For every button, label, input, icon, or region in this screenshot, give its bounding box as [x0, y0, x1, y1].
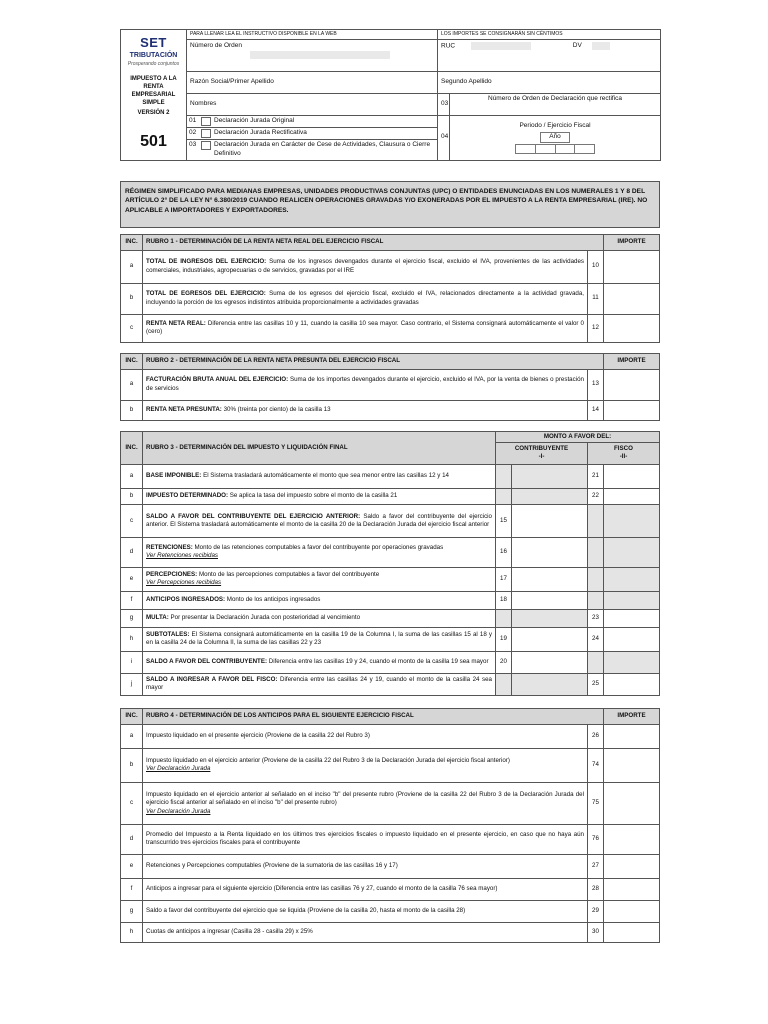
contribuyente-label: CONTRIBUYENTE — [514, 445, 569, 453]
col2-input — [604, 537, 660, 567]
col1-input[interactable] — [512, 651, 588, 673]
contribuyente-header — [496, 442, 588, 464]
rubro3-desc-a — [143, 464, 496, 488]
col1-box: 18 — [496, 591, 512, 609]
importe-input-26[interactable] — [604, 724, 660, 748]
rubro1-box-11: 11 — [588, 283, 604, 314]
col2-box — [588, 504, 604, 537]
rubro1-text-a: Suma de los ingresos devengados durante el ejercicio fiscal, excluido el IVA, provenientes de las actividades comerciales, industriales, agropecuarias o de servicios, gravadas por el IRE — [146, 258, 584, 274]
ruc-cell — [438, 30, 661, 72]
instr-right: LOS IMPORTES SE CONSIGNARÁN SIN CÉNTIMOS — [438, 30, 660, 40]
rubro3-text-b: Se aplica la tasa del impuesto sobre el monto de la casilla 21 — [228, 492, 398, 500]
col2-input[interactable] — [604, 673, 660, 695]
rubro4-importe-header: IMPORTE — [604, 708, 660, 724]
col1-box — [496, 609, 512, 627]
rubro4-desc-c — [143, 782, 588, 824]
table-row — [121, 488, 660, 504]
rubro4-desc-b — [143, 748, 588, 782]
col1-box: 15 — [496, 504, 512, 537]
option-original[interactable] — [187, 116, 437, 128]
header-table — [120, 29, 661, 161]
col2-input — [604, 591, 660, 609]
col2-box — [588, 591, 604, 609]
rubro4-inc-f: f — [121, 878, 143, 900]
rubro4-box-74: 74 — [588, 748, 604, 782]
col2-input — [604, 567, 660, 591]
rubro3-text-d: Monto de las retenciones computables a favor del contribuyente por operaciones gravadas — [192, 544, 444, 552]
rubro2-box-14: 14 — [587, 400, 603, 420]
rubro3-inc-i: i — [121, 651, 143, 673]
rubro3-inc-d: d — [121, 537, 143, 567]
col2-box — [588, 537, 604, 567]
rubro3-title: RUBRO 3 - DETERMINACIÓN DEL IMPUESTO Y LIQUIDACIÓN FINAL — [143, 431, 496, 464]
ruc-label: RUC — [441, 42, 456, 50]
rubro4-inc-c: c — [121, 782, 143, 824]
rubro2-table — [120, 353, 660, 421]
rubro3-link-e[interactable]: Ver Percepciones recibidas — [146, 579, 222, 587]
col1-box: 19 — [496, 627, 512, 651]
col2-label: -II- — [619, 453, 628, 461]
anio-label: Año — [540, 132, 570, 143]
col1-box — [496, 673, 512, 695]
orden-rectifica-field[interactable] — [450, 94, 661, 116]
segundo-apellido-label: Segundo Apellido — [441, 78, 492, 86]
periodo-field — [450, 116, 661, 161]
table-row — [121, 369, 660, 400]
opt2-checkbox[interactable] — [201, 129, 211, 138]
rubro4-inc-header: INC. — [121, 708, 143, 724]
form-number: 501 — [140, 132, 167, 150]
col2-input[interactable] — [604, 627, 660, 651]
rubro3-desc-f — [143, 591, 496, 609]
rubro3-label-b: IMPUESTO DETERMINADO: — [146, 492, 229, 500]
table-row — [121, 504, 660, 537]
rubro3-monto-header: MONTO A FAVOR DEL: — [496, 431, 660, 442]
col2-input[interactable] — [604, 609, 660, 627]
col2-box — [588, 567, 604, 591]
rubro1-label-b: TOTAL DE EGRESOS DEL EJERCICIO: — [146, 290, 266, 298]
rubro4-inc-a: a — [121, 724, 143, 748]
col1-input[interactable] — [512, 627, 588, 651]
col2-box: 24 — [588, 627, 604, 651]
rubro3-text-f: Monto de los anticipos ingresados — [225, 596, 321, 604]
rubro1-label-c: RENTA NETA REAL: — [146, 319, 206, 327]
col2-input — [604, 651, 660, 673]
rubro4-inc-b: b — [121, 748, 143, 782]
rubro4-text-d: Promedio del Impuesto a la Renta liquidado en los últimos tres ejercicios fiscales o impuesto liquidado en el presente ejercicio, en caso que no haya aún transcurrido tres ejercicios fiscales para el contribuyente — [146, 831, 584, 847]
col2-box: 25 — [588, 673, 604, 695]
rubro3-inc-header: INC. — [121, 431, 143, 464]
table-row — [121, 748, 660, 782]
rubro3-label-f: ANTICIPOS INGRESADOS: — [146, 596, 226, 604]
rubro4-box-30: 30 — [588, 922, 604, 942]
rubro1-inc-c: c — [121, 314, 143, 342]
fisco-header — [588, 442, 660, 464]
rubro3-inc-c: c — [121, 504, 143, 537]
rubro3-desc-c — [143, 504, 496, 537]
rubro3-desc-h — [143, 627, 496, 651]
rubro4-inc-d: d — [121, 824, 143, 854]
col1-input — [512, 488, 588, 504]
rubro3-label-g: MULTA: — [146, 614, 169, 622]
col1-box: 20 — [496, 651, 512, 673]
rubro4-inc-h: h — [121, 922, 143, 942]
rubro3-label-e: PERCEPCIONES: — [146, 571, 198, 579]
opt3-code: 03 — [189, 141, 197, 148]
importe-input-12[interactable] — [604, 314, 660, 342]
table-row — [121, 609, 660, 627]
opt1-code: 01 — [189, 117, 197, 124]
rubro3-label-j: SALDO A INGRESAR A FAVOR DEL FISCO: — [146, 676, 278, 684]
rubro1-box-12: 12 — [588, 314, 604, 342]
instr-left: PARA LLENAR LEA EL INSTRUCTIVO DISPONIBLE EN LA WEB — [187, 30, 437, 40]
rubro4-link-b[interactable]: Ver Declaración Jurada — [146, 765, 211, 773]
rubro4-link-c[interactable]: Ver Declaración Jurada — [146, 807, 211, 815]
rubro4-text-b: Impuesto liquidado en el ejercicio anterior (Proviene de la casilla 22 del Rubro 3 de la Declaración Jurada del ejercicio fiscal anterior) — [146, 757, 510, 765]
rubro3-inc-e: e — [121, 567, 143, 591]
rubro3-desc-j — [143, 673, 496, 695]
rubro2-text-a: Suma de los importes devengados durante el ejercicio, excluido el IVA, por la venta de bienes o prestación de servicios — [146, 376, 584, 392]
rubro3-label-a: BASE IMPONIBLE: — [146, 472, 202, 480]
nombres-label: Nombres — [190, 100, 217, 108]
rubro3-desc-e — [143, 567, 496, 591]
col1-input[interactable] — [512, 537, 588, 567]
col2-box: 21 — [588, 464, 604, 488]
set-logo-text: SET — [140, 34, 167, 50]
rubro2-desc-b — [143, 400, 588, 420]
rubro4-text-e: Retenciones y Percepciones computables (Proviene de la sumatoria de las casillas 16 y 17) — [146, 862, 398, 870]
rubro3-text-i: Diferencia entre las casillas 19 y 24, cuando el monto de la casilla 19 sea mayor — [267, 658, 489, 666]
rubro4-inc-e: e — [121, 854, 143, 878]
rubro2-label-b: RENTA NETA PRESUNTA: — [146, 405, 222, 413]
rubro2-inc-b: b — [121, 400, 143, 420]
table-row — [121, 854, 660, 878]
logo-slogan: Prosperando conjuntos — [127, 60, 180, 67]
numero-orden-field[interactable] — [187, 40, 437, 62]
table-row — [121, 673, 660, 695]
importe-input-76[interactable] — [604, 824, 660, 854]
razon-social-label: Razón Social/Primer Apellido — [190, 78, 274, 86]
col1-input[interactable] — [512, 591, 588, 609]
rubro4-desc-d — [143, 824, 588, 854]
col1-label: -I- — [538, 453, 545, 461]
rubro2-importe-header: IMPORTE — [604, 353, 660, 369]
rubro4-inc-g: g — [121, 900, 143, 922]
rubro4-text-h: Cuotas de anticipos a ingresar (Casilla 28 - casilla 29) x 25% — [146, 928, 313, 936]
col1-input — [512, 609, 588, 627]
col2-input — [604, 504, 660, 537]
rubro3-link-d[interactable]: Ver Retenciones recibidas — [146, 552, 218, 560]
rubro3-label-i: SALDO A FAVOR DEL CONTRIBUYENTE: — [146, 658, 268, 666]
col1-box: 16 — [496, 537, 512, 567]
opt3-checkbox[interactable] — [201, 141, 211, 150]
periodo-label: Periodo / Ejercicio Fiscal — [519, 122, 591, 129]
rubro2-box-13: 13 — [587, 369, 603, 400]
rubro2-inc-a: a — [121, 369, 143, 400]
rubro3-text-j: Diferencia entre las casillas 24 y 19, cuando el monto de la casilla 24 sea mayor — [146, 676, 492, 692]
rubro1-table — [120, 234, 660, 343]
importe-input-28[interactable] — [604, 878, 660, 900]
table-row — [121, 900, 660, 922]
form-title: IMPUESTO A LA RENTA EMPRESARIAL SIMPLE — [130, 75, 177, 106]
rubro2-title: RUBRO 2 - DETERMINACIÓN DE LA RENTA NETA PRESUNTA DEL EJERCICIO FISCAL — [143, 353, 604, 369]
declaration-type-group — [187, 116, 438, 161]
rubro4-table — [120, 708, 660, 943]
rubro4-box-76: 76 — [588, 824, 604, 854]
rubro3-desc-b — [143, 488, 496, 504]
rubro4-box-75: 75 — [588, 782, 604, 824]
rubro3-inc-h: h — [121, 627, 143, 651]
dv-label: DV — [572, 42, 582, 50]
table-row — [121, 250, 660, 283]
table-row — [121, 314, 660, 342]
rubro3-desc-d — [143, 537, 496, 567]
importe-input-10[interactable] — [604, 250, 660, 283]
importe-input-30[interactable] — [604, 922, 660, 942]
table-row — [121, 724, 660, 748]
table-row — [121, 878, 660, 900]
anio-input[interactable] — [515, 144, 595, 154]
rubro4-desc-e — [143, 854, 588, 878]
importe-input-74[interactable] — [604, 748, 660, 782]
col2-box: 22 — [588, 488, 604, 504]
form-version: VERSIÓN 2 — [137, 109, 170, 116]
rubro4-text-c: Impuesto liquidado en el ejercicio anterior al señalado en el inciso "b" del presente rubro (Proviene de la casilla 22 del Rubro 3 de la Declaración Jurada del ejercicio fiscal anterior al señalado en el inciso "b" del presente rubro) — [146, 790, 584, 807]
rubro2-text-b: 30% (treinta por ciento) de la casilla 13 — [221, 405, 331, 413]
rubro4-box-26: 26 — [588, 724, 604, 748]
rubro3-text-g: Por presentar la Declaración Jurada con posterioridad al vencimiento — [168, 614, 361, 622]
rubro4-title: RUBRO 4 - DETERMINACIÓN DE LOS ANTICIPOS PARA EL SIGUIENTE EJERCICIO FISCAL — [143, 708, 604, 724]
col2-box: 23 — [588, 609, 604, 627]
numero-orden-label: Número de Orden — [190, 41, 243, 49]
rubro4-box-28: 28 — [588, 878, 604, 900]
rubro2-desc-a — [143, 369, 588, 400]
rubro1-inc-b: b — [121, 283, 143, 314]
rubro3-inc-b: b — [121, 488, 143, 504]
rubro4-box-27: 27 — [588, 854, 604, 878]
razon-social-field[interactable] — [187, 72, 438, 94]
rubro1-label-a: TOTAL DE INGRESOS DEL EJERCICIO: — [146, 258, 267, 266]
form-501 — [120, 29, 660, 943]
rubro1-box-10: 10 — [588, 250, 604, 283]
code-03: 03 — [438, 94, 450, 116]
opt1-label: Declaración Jurada Original — [214, 117, 295, 124]
rubro3-inc-a: a — [121, 464, 143, 488]
table-row — [121, 922, 660, 942]
rubro4-box-29: 29 — [588, 900, 604, 922]
rubro1-text-c: Diferencia entre las casillas 10 y 11, cuando la casilla 10 sea mayor. Caso contrario, el Sistema consignará automáticamente el valor 0 (cero) — [146, 319, 584, 336]
rubro4-text-f: Anticipos a ingresar para el siguiente ejercicio (Diferencia entre las casillas 76 y 27, cuando el monto de la casilla 76 sea mayor) — [146, 885, 498, 893]
form-title-cell — [121, 72, 187, 161]
rubro3-label-d: RETENCIONES: — [146, 544, 193, 552]
col1-input — [512, 464, 588, 488]
rubro3-inc-j: j — [121, 673, 143, 695]
rubro4-text-a: Impuesto liquidado en el presente ejercicio (Proviene de la casilla 22 del Rubro 3) — [146, 732, 370, 740]
rubro4-text-g: Saldo a favor del contribuyente del ejercicio que se liquida (Proviene de la casilla 20, hasta el monto de la casilla 28) — [146, 907, 466, 915]
importe-input-14[interactable] — [604, 400, 660, 420]
dv-input[interactable] — [592, 42, 610, 50]
segundo-apellido-field[interactable] — [438, 72, 661, 94]
importe-input-75[interactable] — [604, 782, 660, 824]
rubro4-desc-f — [143, 878, 588, 900]
rubro4-desc-g — [143, 900, 588, 922]
option-rectificativa[interactable] — [187, 128, 437, 140]
table-row — [121, 283, 660, 314]
code-04: 04 — [438, 116, 450, 161]
opt1-checkbox[interactable] — [201, 117, 211, 126]
opt2-code: 02 — [189, 129, 197, 136]
rubro3-text-a: El Sistema trasladará automáticamente el monto que sea menor entre las casillas 12 y 14 — [201, 472, 449, 480]
fisco-label: FISCO — [614, 445, 633, 453]
col1-input[interactable] — [512, 567, 588, 591]
rubro1-inc-a: a — [121, 250, 143, 283]
logo — [121, 30, 187, 72]
table-row — [121, 567, 660, 591]
table-row — [121, 782, 660, 824]
rubro3-inc-f: f — [121, 591, 143, 609]
rubro3-desc-i — [143, 651, 496, 673]
importe-input-27[interactable] — [604, 854, 660, 878]
rubro4-desc-h — [143, 922, 588, 942]
rubro1-desc-b — [143, 283, 588, 314]
col1-box: 17 — [496, 567, 512, 591]
table-row — [121, 651, 660, 673]
col1-input[interactable] — [512, 504, 588, 537]
col1-box — [496, 464, 512, 488]
rubro2-label-a: FACTURACIÓN BRUTA ANUAL DEL EJERCICIO: — [146, 376, 289, 384]
opt2-label: Declaración Jurada Rectificativa — [214, 129, 307, 136]
orden-cell — [187, 30, 438, 72]
rubro3-text-h: El Sistema consignará automáticamente en la casilla 19 de la Columna I, la suma de las casillas 15 al 18 y en la casilla 24 de la Columna II, la suma de las casillas 22 y 23 — [146, 631, 492, 647]
rubro3-inc-g: g — [121, 609, 143, 627]
nombres-field[interactable] — [187, 94, 438, 116]
rubro3-desc-g — [143, 609, 496, 627]
table-row — [121, 591, 660, 609]
tributacion-logo-text: TRIBUTACIÓN — [129, 52, 178, 60]
importe-input-13[interactable] — [604, 369, 660, 400]
importe-input-11[interactable] — [604, 283, 660, 314]
rubro3-label-h: SUBTOTALES: — [146, 631, 190, 639]
rubro1-desc-a — [143, 250, 588, 283]
col1-input — [512, 673, 588, 695]
table-row — [121, 824, 660, 854]
table-row — [121, 464, 660, 488]
rubro3-label-c: SALDO A FAVOR DEL CONTRIBUYENTE DEL EJERCICIO ANTERIOR: — [146, 512, 361, 520]
rubro3-table — [120, 431, 660, 696]
rubro1-text-b: Suma de los egresos del ejercicio fiscal, excluido el IVA, relacionados directamente a la actividad gravada, incluyendo la porción de los egresos indistintos atribuida proporcionalmente a actividades gravadas — [146, 290, 584, 306]
ruc-input[interactable] — [471, 42, 531, 50]
col1-box — [496, 488, 512, 504]
table-row — [121, 627, 660, 651]
table-row — [121, 400, 660, 420]
rubro1-title: RUBRO 1 - DETERMINACIÓN DE LA RENTA NETA REAL DEL EJERCICIO FISCAL — [143, 234, 604, 250]
option-cese[interactable] — [187, 140, 437, 160]
opt3-label: Declaración Jurada en Carácter de Cese de Actividades, Clausura o Cierre Definitivo — [214, 141, 431, 157]
rubro1-desc-c — [143, 314, 588, 342]
col2-input[interactable] — [604, 464, 660, 488]
col2-box — [588, 651, 604, 673]
regime-notice: RÉGIMEN SIMPLIFICADO PARA MEDIANAS EMPRESAS, UNIDADES PRODUCTIVAS CONJUNTAS (UPC) O ENTIDADES ENUNCIADAS EN LOS NUMERALES 1 Y 8 DEL ARTÍCULO 2° DE LA LEY N° 6.380/2019 CUANDO REALICEN OPERACIONES GRAVADAS Y/O EXONERADAS POR EL IMPUESTO A LA RENTA EMPRESARIAL (IRE). NO APLICABLE A IMPORTADORES Y EXPORTADORES. — [120, 181, 660, 228]
col2-input[interactable] — [604, 488, 660, 504]
orden-rectifica-label: Número de Orden de Declaración que rectifica — [488, 95, 623, 102]
importe-input-29[interactable] — [604, 900, 660, 922]
rubro3-text-c: Saldo a favor del contribuyente del ejercicio anterior. El Sistema trasladará automáticamente el monto de la casilla 20 de la Declaración Jurada del ejercicio fiscal anterior — [146, 512, 492, 528]
rubro1-importe-header: IMPORTE — [604, 234, 660, 250]
rubro3-text-e: Monto de las percepciones computables a favor del contribuyente — [197, 571, 380, 579]
rubro4-desc-a — [143, 724, 588, 748]
rubro2-inc-header: INC. — [121, 353, 143, 369]
table-row — [121, 537, 660, 567]
numero-orden-input[interactable] — [250, 51, 390, 59]
rubro1-inc-header: INC. — [121, 234, 143, 250]
